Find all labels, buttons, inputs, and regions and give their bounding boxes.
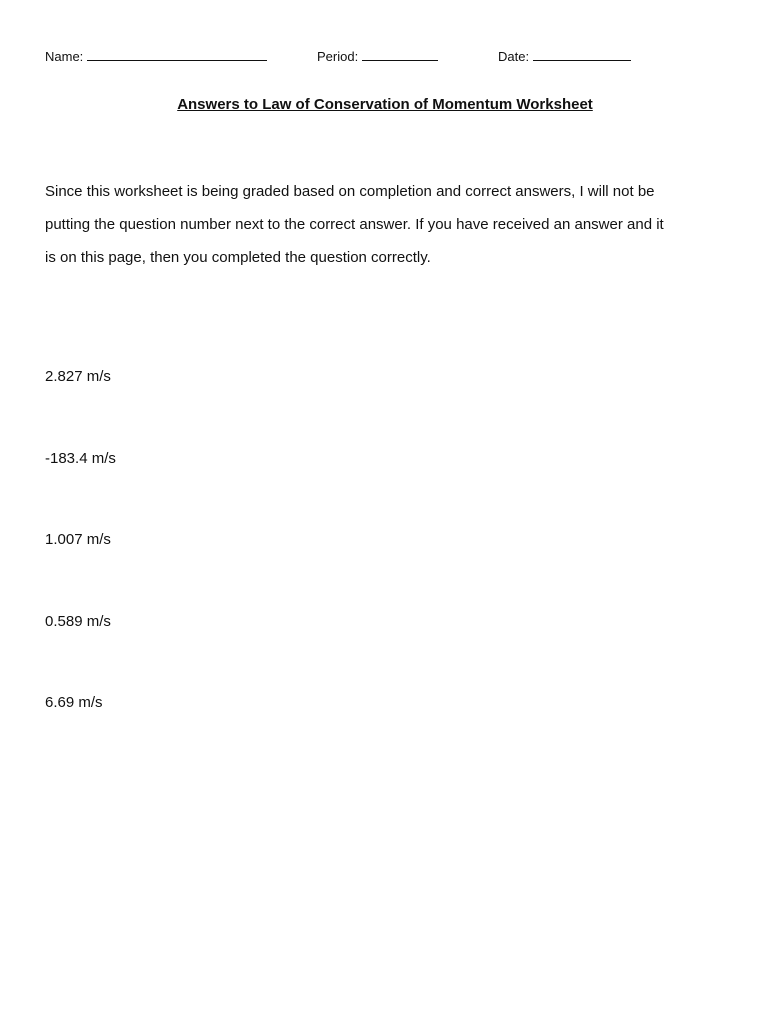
intro-line: is on this page, then you completed the question correctly. [45,249,431,266]
period-field [317,46,438,64]
name-field [45,46,267,64]
answer-item: 1.007 m/s [45,531,111,548]
answer-item: 0.589 m/s [45,612,111,630]
date-label: Date: [498,49,530,64]
intro-line: putting the question number next to the correct answer. If you have received an answer and it [45,216,664,233]
name-blank-line [87,46,267,61]
period-blank-line [362,46,438,61]
date-field [498,46,631,64]
intro-paragraph [45,175,735,274]
intro-line: Since this worksheet is being graded based on completion and correct answers, I will not be [45,183,655,200]
date-blank-line [533,46,631,61]
answer-item: 2.827 m/s [45,368,111,385]
answer-item: 6.69 m/s [45,694,103,711]
answer-item: -183.4 m/s [45,449,116,467]
name-label: Name: [45,49,84,64]
period-label: Period: [317,49,359,64]
answers-list [45,366,116,774]
page-title: Answers to Law of Conservation of Momentum Worksheet [177,96,593,113]
header-fields [45,46,725,66]
